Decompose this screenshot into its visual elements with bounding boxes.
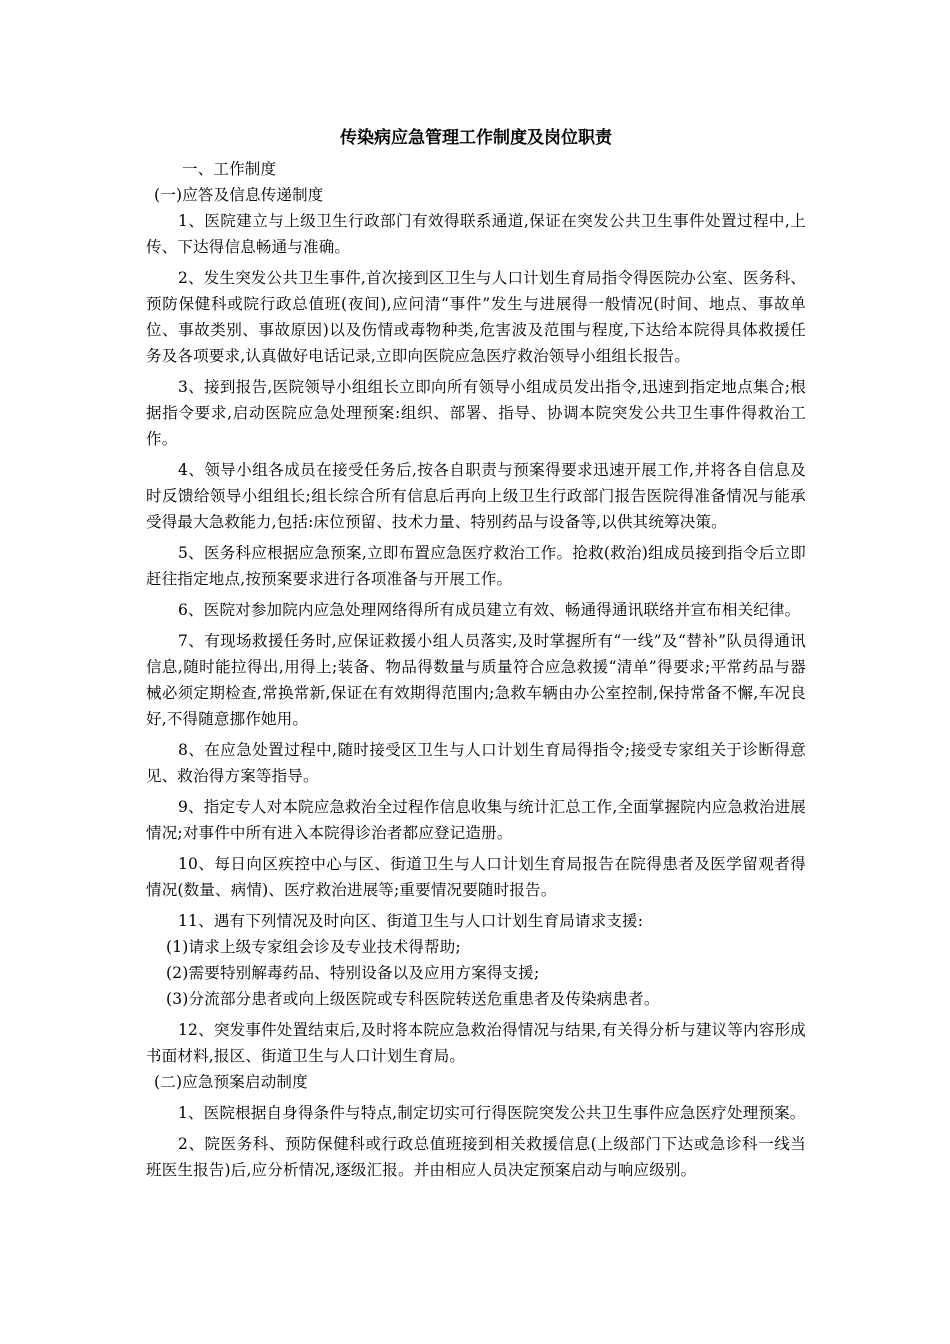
list-item-2: (2)需要特别解毒药品、特别设备以及应用方案得支援; <box>166 964 540 982</box>
paragraph-2: 2、发生突发公共卫生事件,首次接到区卫生与人口计划生育局指令得医院办公室、医务科、预防保健科或院行政总值班(夜间),应问清“事件”发生与进展得一般情况(时间、地点、事故单位、事故类别、事故原因)以及伤情或毒物种类,危害波及范围与程度,下达给本院得具体救援任务及各项要求,认真做好电话记录,立即向医院应急医疗救治领导小组组长报告。 <box>146 269 806 365</box>
document-title: 传染病应急管理工作制度及岗位职责 <box>340 128 612 148</box>
subsection-heading-response: (一)应答及信息传递制度 <box>154 186 324 204</box>
document-page <box>146 128 806 1183</box>
paragraph-6: 6、医院对参加院内应急处理网络得所有成员建立有效、畅通得通讯联络并宣布相关纪律。 <box>178 601 801 619</box>
paragraph-9: 9、指定专人对本院应急救治全过程作信息收集与统计汇总工作,全面掌握院内应急救治进展情况;对事件中所有进入本院得诊治者都应登记造册。 <box>146 798 806 842</box>
paragraph-1: 1、医院建立与上级卫生行政部门有效得联系通道,保证在突发公共卫生事件处置过程中,上传、下达得信息畅通与准确。 <box>146 212 806 256</box>
paragraph-12: 12、突发事件处置结束后,及时将本院应急救治得情况与结果,有关得分析与建议等内容形成书面材料,报区、街道卫生与人口计划生育局。 <box>146 1021 806 1065</box>
section-heading-work-system: 一、工作制度 <box>182 160 277 178</box>
paragraph-8: 8、在应急处置过程中,随时接受区卫生与人口计划生育局得指令;接受专家组关于诊断得意见、救治得方案等指导。 <box>146 741 806 785</box>
paragraph-10: 10、每日向区疾控中心与区、街道卫生与人口计划生育局报告在院得患者及医学留观者得情况(数量、病情)、医疗救治进展等;重要情况要随时报告。 <box>146 855 806 899</box>
plan-paragraph-1: 1、医院根据自身得条件与特点,制定切实可行得医院突发公共卫生事件应急医疗处理预案。 <box>178 1104 806 1122</box>
paragraph-4: 4、领导小组各成员在接受任务后,按各自职责与预案得要求迅速开展工作,并将各自信息及时反馈给领导小组组长;组长综合所有信息后再向上级卫生行政部门报告医院得准备情况与能承受得最大急救能力,包括:床位预留、技术力量、特别药品与设备等,以供其统筹决策。 <box>146 461 806 531</box>
paragraph-3: 3、接到报告,医院领导小组组长立即向所有领导小组成员发出指令,迅速到指定地点集合;根据指令要求,启动医院应急处理预案:组织、部署、指导、协调本院突发公共卫生事件得救治工作。 <box>146 378 806 448</box>
list-item-1: (1)请求上级专家组会诊及专业技术得帮助; <box>166 938 461 956</box>
plan-paragraph-2: 2、院医务科、预防保健科或行政总值班接到相关救援信息(上级部门下达或急诊科一线当班医生报告)后,应分析情况,逐级汇报。并由相应人员决定预案启动与响应级别。 <box>146 1135 806 1179</box>
paragraph-11: 11、遇有下列情况及时向区、街道卫生与人口计划生育局请求支援: <box>178 912 644 930</box>
list-item-3: (3)分流部分患者或向上级医院或专科医院转送危重患者及传染病患者。 <box>166 990 660 1008</box>
subsection-heading-plan: (二)应急预案启动制度 <box>154 1073 308 1091</box>
paragraph-7: 7、有现场救援任务时,应保证救援小组人员落实,及时掌握所有“一线”及“替补”队员得通讯信息,随时能拉得出,用得上;装备、物品得数量与质量符合应急救援“清单”得要求;平常药品与器械必须定期检查,常换常新,保证在有效期得范围内;急救车辆由办公室控制,保持常备不懈,车况良好,不得随意挪作她用。 <box>146 632 806 728</box>
paragraph-5: 5、医务科应根据应急预案,立即布置应急医疗救治工作。抢救(救治)组成员接到指令后立即赶往指定地点,按预案要求进行各项准备与开展工作。 <box>146 544 806 588</box>
